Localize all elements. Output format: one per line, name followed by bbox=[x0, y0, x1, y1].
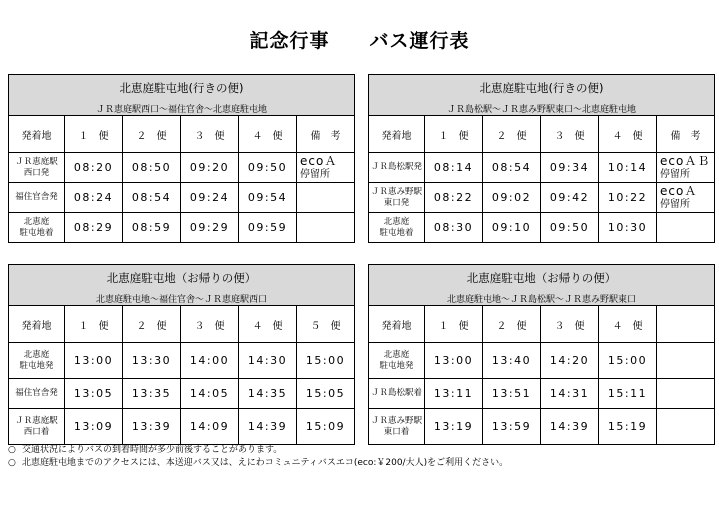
departure-time: 13:11 bbox=[425, 379, 483, 409]
table-row bbox=[9, 153, 355, 183]
departure-time: 09:10 bbox=[483, 213, 541, 243]
departure-time: 08:29 bbox=[65, 213, 123, 243]
column-header: 発着地 bbox=[9, 116, 65, 153]
timetable-panel-2 bbox=[368, 74, 714, 243]
stop-name bbox=[369, 409, 425, 445]
stop-note: 停留所 bbox=[660, 198, 690, 210]
timetable-panel-1 bbox=[8, 74, 354, 243]
remarks-cell bbox=[657, 213, 715, 243]
eco-stop-label: ecoＡ bbox=[300, 153, 338, 168]
column-header: ２ 便 bbox=[483, 116, 541, 153]
circle-mark-icon: ○ bbox=[8, 445, 16, 455]
note-line-1: ○ 交通状況によりバスの到着時間が多少前後することがあります。 bbox=[8, 445, 283, 455]
table-row bbox=[9, 379, 355, 409]
departure-time: 09:50 bbox=[541, 213, 599, 243]
stop-name-line: 駐屯地着 bbox=[19, 227, 54, 238]
route-label: ＪＲ恵庭駅西口～福住官舎～北恵庭駐屯地 bbox=[9, 101, 355, 116]
departure-time: 14:30 bbox=[239, 343, 297, 379]
stop-name-line: 福住官舎発 bbox=[15, 192, 58, 202]
stop-name-line: 北恵庭 bbox=[23, 216, 50, 227]
column-header: ４ 便 bbox=[599, 306, 657, 343]
timetable bbox=[368, 74, 715, 243]
departure-time: 15:05 bbox=[297, 379, 355, 409]
departure-time: 14:00 bbox=[181, 343, 239, 379]
stop-name-line: 北恵庭 bbox=[23, 349, 50, 360]
panel-heading: 北恵庭駐屯地（お帰りの便） bbox=[9, 265, 355, 292]
departure-time: 09:50 bbox=[239, 153, 297, 183]
departure-time: 13:09 bbox=[65, 409, 123, 445]
departure-time bbox=[657, 343, 715, 379]
departure-time: 13:35 bbox=[123, 379, 181, 409]
departure-time bbox=[657, 409, 715, 445]
column-header: ３ 便 bbox=[181, 116, 239, 153]
circle-mark-icon: ○ bbox=[8, 458, 16, 468]
stop-name-line: ＪＲ恵庭駅 bbox=[15, 156, 58, 167]
departure-time: 09:02 bbox=[483, 183, 541, 213]
departure-time: 13:00 bbox=[425, 343, 483, 379]
departure-time: 08:59 bbox=[123, 213, 181, 243]
column-header: ２ 便 bbox=[483, 306, 541, 343]
table-row bbox=[369, 183, 715, 213]
stop-name bbox=[9, 183, 65, 213]
departure-time: 08:54 bbox=[483, 153, 541, 183]
table-row bbox=[9, 343, 355, 379]
eco-stop-label: ecoＡ bbox=[660, 183, 698, 198]
departure-time: 13:51 bbox=[483, 379, 541, 409]
table-row bbox=[9, 183, 355, 213]
departure-time: 14:39 bbox=[239, 409, 297, 445]
table-row bbox=[369, 153, 715, 183]
departure-time: 10:22 bbox=[599, 183, 657, 213]
column-header: ４ 便 bbox=[239, 116, 297, 153]
stop-name-line: 北恵庭 bbox=[383, 216, 410, 227]
departure-time: 09:24 bbox=[181, 183, 239, 213]
panel-heading: 北恵庭駐屯地(行きの便) bbox=[369, 75, 715, 102]
stop-name-line: 東口発 bbox=[383, 197, 410, 208]
stop-name-line: ＪＲ恵み野駅 bbox=[370, 186, 422, 197]
departure-time: 14:09 bbox=[181, 409, 239, 445]
stop-name bbox=[369, 379, 425, 409]
timetable bbox=[8, 264, 355, 445]
stop-name-line: 西口着 bbox=[23, 426, 50, 437]
stop-name bbox=[369, 153, 425, 183]
stop-name bbox=[9, 409, 65, 445]
departure-time: 10:14 bbox=[599, 153, 657, 183]
column-header: １ 便 bbox=[425, 306, 483, 343]
column-header: 備 考 bbox=[657, 116, 715, 153]
stop-name-line: 駐屯地発 bbox=[19, 360, 54, 371]
stop-name-line: ＪＲ島松駅着 bbox=[370, 388, 422, 398]
page-title: 記念行事 バス運行表 bbox=[249, 30, 470, 52]
departure-time: 13:05 bbox=[65, 379, 123, 409]
departure-time: 08:14 bbox=[425, 153, 483, 183]
column-header: ３ 便 bbox=[541, 306, 599, 343]
timetable bbox=[368, 264, 715, 445]
stop-name bbox=[9, 213, 65, 243]
note-line-2: ○ 北恵庭駐屯地までのアクセスには、本送迎バス又は、えにわコミュニティバスエコ(eco:￥200/大人)をご利用ください。 bbox=[8, 458, 509, 468]
table-row bbox=[9, 213, 355, 243]
stop-name-line: 駐屯地着 bbox=[379, 227, 414, 238]
column-header: ５ 便 bbox=[297, 306, 355, 343]
timetable-panel-4 bbox=[368, 264, 714, 445]
departure-time: 08:50 bbox=[123, 153, 181, 183]
column-header: １ 便 bbox=[65, 306, 123, 343]
stop-note: 停留所 bbox=[660, 168, 690, 180]
departure-time: 14:39 bbox=[541, 409, 599, 445]
departure-time: 15:19 bbox=[599, 409, 657, 445]
remarks-cell bbox=[297, 183, 355, 213]
column-header: ４ 便 bbox=[239, 306, 297, 343]
departure-time: 08:24 bbox=[65, 183, 123, 213]
stop-name bbox=[369, 213, 425, 243]
departure-time: 14:35 bbox=[239, 379, 297, 409]
departure-time: 08:30 bbox=[425, 213, 483, 243]
column-header: １ 便 bbox=[425, 116, 483, 153]
stop-name bbox=[9, 153, 65, 183]
route-label: 北恵庭駐屯地～福住官舎～ＪＲ恵庭駅西口 bbox=[9, 291, 355, 306]
table-row bbox=[369, 213, 715, 243]
column-header: ２ 便 bbox=[123, 306, 181, 343]
departure-time: 15:09 bbox=[297, 409, 355, 445]
table-row bbox=[9, 409, 355, 445]
departure-time: 15:00 bbox=[599, 343, 657, 379]
column-header: １ 便 bbox=[65, 116, 123, 153]
departure-time: 09:42 bbox=[541, 183, 599, 213]
stop-name-line: 駐屯地発 bbox=[379, 360, 414, 371]
table-row bbox=[369, 409, 715, 445]
departure-time: 09:29 bbox=[181, 213, 239, 243]
stop-name bbox=[9, 379, 65, 409]
departure-time: 13:19 bbox=[425, 409, 483, 445]
table-row bbox=[369, 343, 715, 379]
departure-time: 09:34 bbox=[541, 153, 599, 183]
column-header: 発着地 bbox=[369, 306, 425, 343]
column-header: ３ 便 bbox=[541, 116, 599, 153]
column-header: 発着地 bbox=[9, 306, 65, 343]
column-header bbox=[657, 306, 715, 343]
timetable bbox=[8, 74, 355, 243]
column-header: ３ 便 bbox=[181, 306, 239, 343]
departure-time: 08:22 bbox=[425, 183, 483, 213]
departure-time bbox=[657, 379, 715, 409]
notes bbox=[8, 444, 508, 470]
stop-note: 停留所 bbox=[300, 168, 330, 180]
departure-time: 15:11 bbox=[599, 379, 657, 409]
departure-time: 08:20 bbox=[65, 153, 123, 183]
route-label: ＪＲ島松駅～ＪＲ恵み野駅東口～北恵庭駐屯地 bbox=[369, 101, 715, 116]
departure-time: 13:30 bbox=[123, 343, 181, 379]
departure-time: 14:31 bbox=[541, 379, 599, 409]
remarks-cell bbox=[657, 183, 715, 213]
departure-time: 13:59 bbox=[483, 409, 541, 445]
departure-time: 15:00 bbox=[297, 343, 355, 379]
stop-name-line: 東口着 bbox=[383, 426, 410, 437]
timetable-panel-3 bbox=[8, 264, 354, 445]
stop-name bbox=[369, 183, 425, 213]
stop-name bbox=[9, 343, 65, 379]
departure-time: 14:20 bbox=[541, 343, 599, 379]
remarks-cell bbox=[297, 153, 355, 183]
departure-time: 09:54 bbox=[239, 183, 297, 213]
stop-name-line: 福住官舎発 bbox=[15, 388, 58, 398]
column-header: 発着地 bbox=[369, 116, 425, 153]
stop-name-line: 北恵庭 bbox=[383, 349, 410, 360]
departure-time: 13:39 bbox=[123, 409, 181, 445]
column-header: 備 考 bbox=[297, 116, 355, 153]
departure-time: 13:00 bbox=[65, 343, 123, 379]
departure-time: 09:59 bbox=[239, 213, 297, 243]
panel-heading: 北恵庭駐屯地(行きの便) bbox=[9, 75, 355, 102]
stop-name-line: ＪＲ島松駅発 bbox=[370, 162, 422, 172]
remarks-cell bbox=[297, 213, 355, 243]
departure-time: 13:40 bbox=[483, 343, 541, 379]
departure-time: 08:54 bbox=[123, 183, 181, 213]
table-row bbox=[369, 379, 715, 409]
stop-name-line: 西口発 bbox=[23, 167, 50, 178]
stop-name bbox=[369, 343, 425, 379]
eco-stop-label: ecoＡＢ bbox=[660, 153, 711, 168]
departure-time: 09:20 bbox=[181, 153, 239, 183]
stop-name-line: ＪＲ恵庭駅 bbox=[15, 415, 58, 426]
departure-time: 14:05 bbox=[181, 379, 239, 409]
stop-name-line: ＪＲ恵み野駅 bbox=[370, 415, 422, 426]
remarks-cell bbox=[657, 153, 715, 183]
panel-heading: 北恵庭駐屯地（お帰りの便） bbox=[369, 265, 715, 292]
column-header: ４ 便 bbox=[599, 116, 657, 153]
route-label: 北恵庭駐屯地～ＪＲ島松駅～ＪＲ恵み野駅東口 bbox=[369, 291, 715, 306]
column-header: ２ 便 bbox=[123, 116, 181, 153]
departure-time: 10:30 bbox=[599, 213, 657, 243]
